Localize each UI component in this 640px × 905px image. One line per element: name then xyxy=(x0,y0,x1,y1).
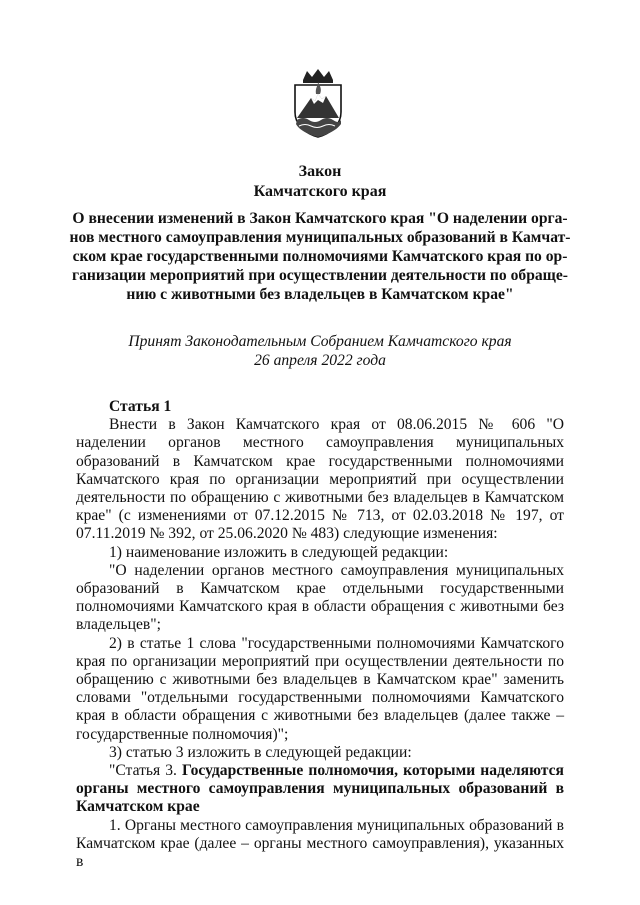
amendment-item-1-text: "О наделении органов местного самоуправления муниципальных образований в Камчатском крае отдельными государственными полномочиями Камчатского края в области обращения с животными без владельцев"; xyxy=(76,561,564,634)
article-3-prefix: "Статья 3. xyxy=(109,762,183,780)
subject-line: О внесении изменений в Закон Камчатского края "О наделении орга- xyxy=(72,210,568,227)
amendment-item-3: 3) статью 3 изложить в следующей редакции: xyxy=(109,743,412,761)
adoption-date: 26 апреля 2022 года xyxy=(254,352,386,369)
law-title-line-2: Камчатского края xyxy=(253,183,387,200)
article-3-heading xyxy=(76,762,564,817)
amendment-item-2: 2) в статье 1 слова "государственными полномочиями Камчатского края по организации мероприятий при осуществлении деятельности по обращению с животными без владельцев в Камчатском крае" заменить словами "отдельными государственными полномочиями Камчатского края в области обращения с животными без владельцев (далее также – государственные полномочия)"; xyxy=(76,634,564,743)
law-title-line-1: Закон xyxy=(298,163,342,180)
adoption-note xyxy=(60,332,580,370)
law-subject xyxy=(60,209,580,304)
article-1-intro: Внести в Закон Камчатского края от 08.06.2015 № 606 "О наделении органов местного самоуправления муниципальных образований в Камчатском крае государственными полномочиями Камчатского края по организации мероприятий при осуществлении деятельности по обращению с животными без владельцев в Камчатском крае" (с изменениями от 07.12.2015 № 713, от 02.03.2018 № 197, от 07.11.2019 № 392, от 25.06.2020 № 483) следующие изменения: xyxy=(76,416,564,543)
coat-of-arms-icon xyxy=(289,68,347,138)
article-1-heading: Статья 1 xyxy=(109,398,172,415)
subject-line: ганизации мероприятий при осуществлении деятельности по обраще- xyxy=(72,267,568,284)
subject-line: нию с животными без владельцев в Камчатском крае" xyxy=(126,286,514,303)
article-3-paragraph-1: 1. Органы местного самоуправления муниципальных образований в Камчатском крае (далее – органы местного самоуправления), указанных в xyxy=(76,816,564,871)
amendment-item-1: 1) наименование изложить в следующей редакции: xyxy=(109,543,449,561)
adoption-body: Принят Законодательным Собранием Камчатского края xyxy=(128,333,512,350)
subject-line: ском крае государственными полномочиями Камчатского края по ор- xyxy=(72,248,568,265)
article-body xyxy=(76,398,564,871)
article-3-title: Государственные полномочия, которыми наделяются органы местного самоуправления муниципальных образований в Камчатском крае xyxy=(76,762,564,816)
subject-line: нов местного самоуправления муниципальных образований в Камчат- xyxy=(69,229,571,246)
law-title xyxy=(60,162,580,202)
